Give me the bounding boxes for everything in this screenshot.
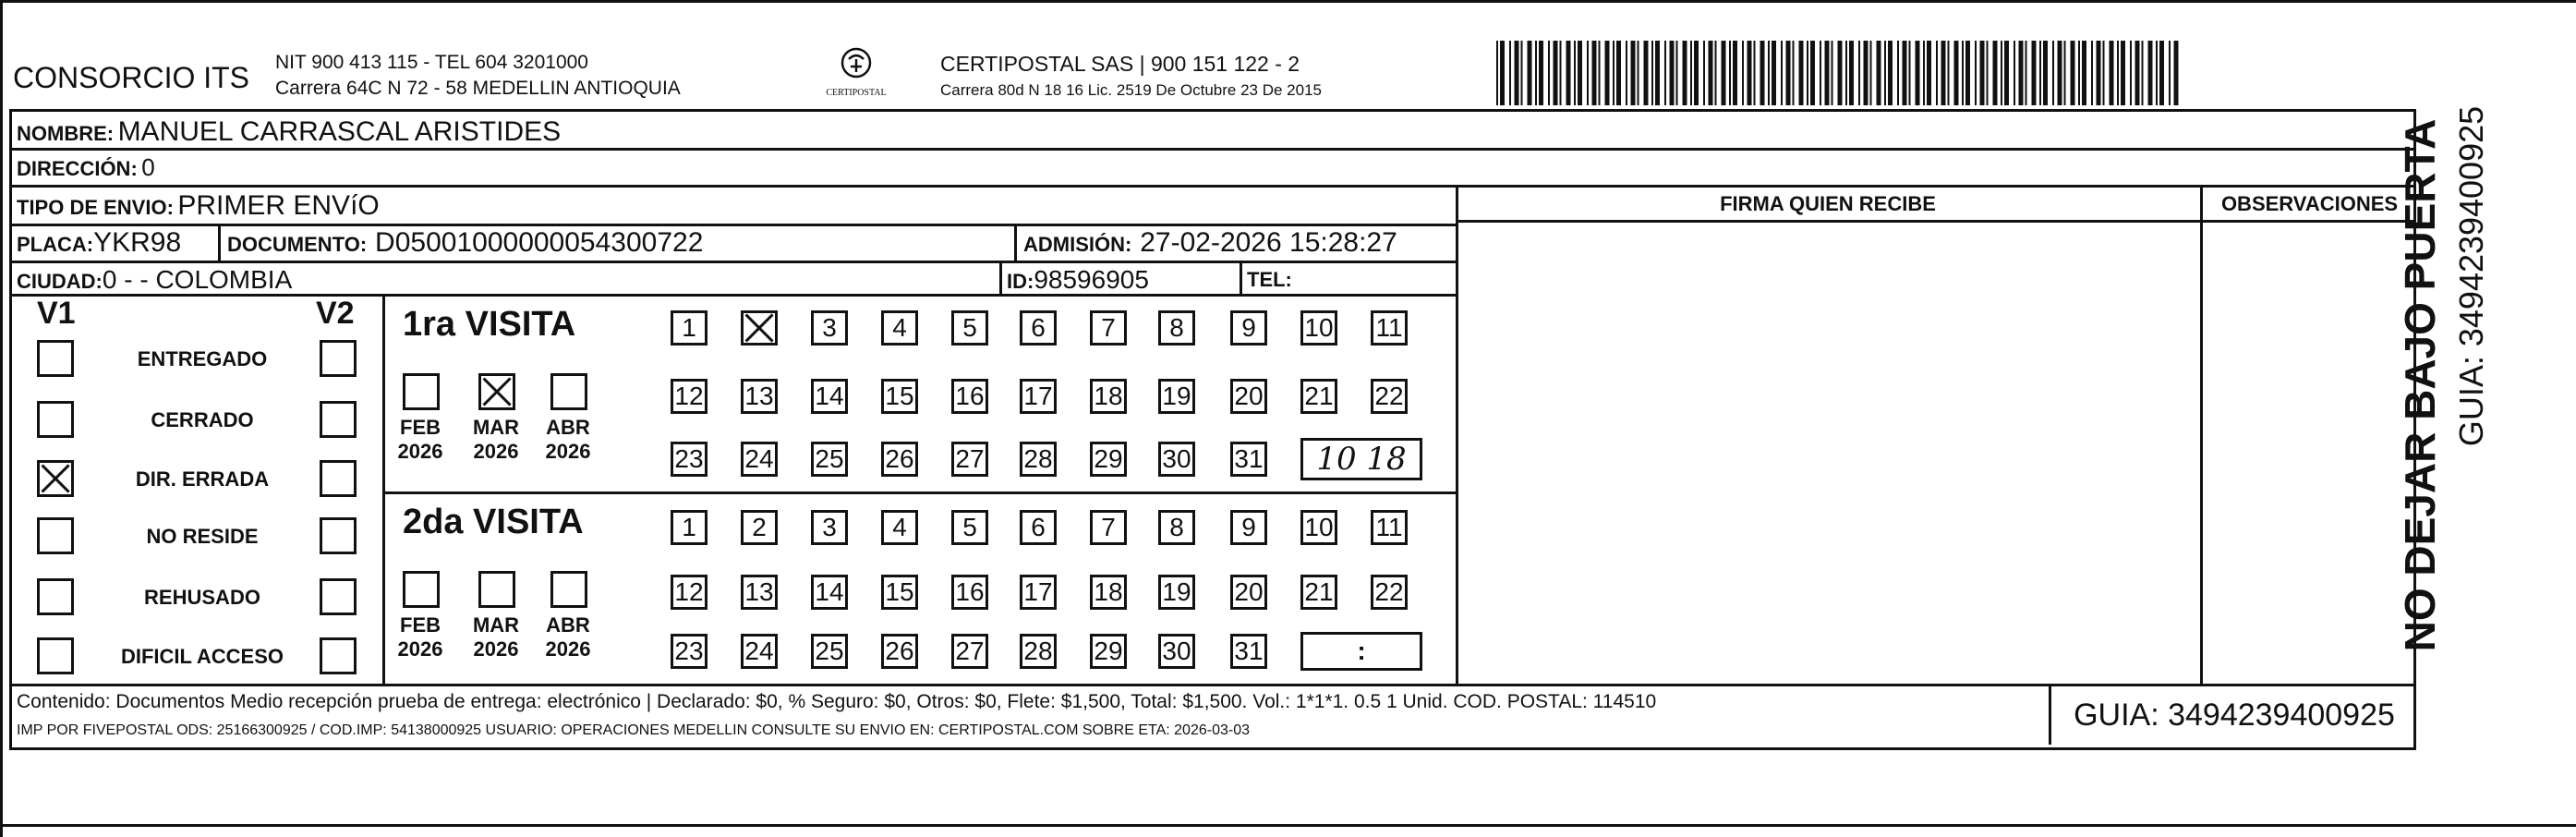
barcode-bar bbox=[1694, 41, 1699, 105]
barcode-bar bbox=[1709, 41, 1713, 105]
barcode-bar bbox=[1592, 41, 1597, 105]
barcode-bar bbox=[1754, 41, 1756, 105]
month-label: ABR 2026 bbox=[545, 613, 591, 661]
status-reason-label: CERRADO bbox=[151, 408, 254, 431]
footer-guia: GUIA: 3494239400925 bbox=[2049, 685, 2417, 745]
barcode-bar bbox=[1962, 41, 1964, 105]
second-visit-day-box[interactable]: 2 bbox=[741, 510, 778, 545]
barcode-bar bbox=[2135, 41, 2140, 105]
month-checkbox[interactable] bbox=[403, 373, 440, 410]
barcode-bar bbox=[2169, 41, 2171, 105]
barcode-bar bbox=[1888, 41, 1893, 105]
barcode-bar bbox=[2110, 41, 2114, 105]
barcode-bar bbox=[2121, 41, 2125, 105]
first-visit-day-box[interactable]: 10 bbox=[1300, 310, 1337, 346]
barcode-bar bbox=[1858, 41, 1860, 105]
v2-checkbox[interactable] bbox=[320, 578, 357, 615]
barcode-bar bbox=[1605, 41, 1610, 105]
barcode-bar bbox=[1786, 41, 1791, 105]
barcode-bar bbox=[1703, 41, 1705, 105]
barcode-bar bbox=[1936, 41, 1938, 105]
v2-checkbox[interactable] bbox=[320, 340, 357, 377]
nombre-value: MANUEL CARRASCAL ARISTIDES bbox=[117, 116, 562, 147]
v2-checkbox[interactable] bbox=[320, 401, 357, 438]
second-visit-day-box[interactable]: 17 bbox=[1020, 575, 1057, 610]
barcode-bar bbox=[2091, 41, 2093, 105]
barcode-bar bbox=[1941, 41, 1946, 105]
first-visit-day-box[interactable]: 25 bbox=[811, 442, 848, 477]
barcode-bar bbox=[2130, 41, 2132, 105]
second-visit-day-box[interactable]: 11 bbox=[1371, 510, 1408, 545]
second-visit-day-box[interactable]: 3 bbox=[811, 510, 848, 545]
second-visit-day-box[interactable]: 22 bbox=[1371, 575, 1408, 610]
ciudad-label: CIUDAD: bbox=[17, 270, 103, 293]
second-visit-day-box[interactable]: 14 bbox=[811, 575, 848, 610]
barcode-bar bbox=[1864, 41, 1869, 105]
observaciones-header: OBSERVACIONES bbox=[2220, 192, 2399, 215]
barcode-bar bbox=[1638, 41, 1639, 105]
barcode-bar bbox=[1626, 41, 1627, 105]
barcode-bar bbox=[1644, 41, 1649, 105]
barcode-bar bbox=[1742, 41, 1744, 105]
v2-checkbox[interactable] bbox=[320, 517, 357, 554]
second-visit-day-box[interactable]: 29 bbox=[1090, 634, 1127, 669]
barcode-bar bbox=[1845, 41, 1847, 105]
first-visit-day-box[interactable]: 26 bbox=[881, 442, 918, 477]
v1-checkbox[interactable] bbox=[37, 460, 74, 497]
tipo-label: TIPO DE ENVIO: bbox=[17, 196, 174, 219]
first-visit-day-box[interactable]: 3 bbox=[811, 310, 848, 346]
barcode-bar bbox=[2159, 41, 2164, 105]
v1-label: V1 bbox=[37, 296, 76, 331]
barcode-bar bbox=[2052, 41, 2054, 105]
no-dejar-warning: NO DEJAR BAJO PUERTA bbox=[2396, 118, 2444, 652]
barcode-bar bbox=[1849, 41, 1854, 105]
second-visit-day-box[interactable]: 25 bbox=[811, 634, 848, 669]
first-visit-day-box[interactable]: 28 bbox=[1020, 442, 1057, 477]
status-reason-label: NO RESIDE bbox=[146, 525, 259, 548]
v1-checkbox[interactable] bbox=[37, 578, 74, 615]
second-visit-day-box[interactable]: 19 bbox=[1158, 575, 1195, 610]
barcode-bar bbox=[2071, 41, 2075, 105]
barcode-bar bbox=[1877, 41, 1881, 105]
barcode-bar bbox=[1655, 41, 1660, 105]
barcode-bar bbox=[2026, 41, 2027, 105]
second-visit-day-box[interactable]: 1 bbox=[671, 510, 707, 545]
first-visit-day-box[interactable]: 13 bbox=[741, 379, 778, 414]
documento-value: D05001000000054300722 bbox=[375, 227, 704, 258]
v2-checkbox[interactable] bbox=[320, 637, 357, 674]
barcode-bar bbox=[1916, 41, 1920, 105]
admision-label: ADMISIÓN: bbox=[1023, 233, 1132, 256]
second-visit-day-box[interactable]: 10 bbox=[1300, 510, 1337, 545]
barcode-bar bbox=[1987, 41, 1989, 105]
status-reason-label: ENTREGADO bbox=[137, 347, 268, 370]
first-visit-day-box[interactable]: 9 bbox=[1230, 310, 1267, 346]
barcode-bar bbox=[2103, 41, 2105, 105]
month-label: MAR 2026 bbox=[472, 613, 520, 661]
second-visit-day-box[interactable]: 18 bbox=[1090, 575, 1127, 610]
logo-icon bbox=[836, 46, 877, 83]
barcode-bar bbox=[1528, 41, 1532, 105]
barcode-bar bbox=[2004, 41, 2009, 105]
month-label: MAR 2026 bbox=[472, 416, 520, 463]
barcode-bar bbox=[1599, 41, 1601, 105]
barcode-bar bbox=[1965, 41, 1970, 105]
ciudad-value: 0 - - COLOMBIA bbox=[102, 265, 293, 294]
first-visit-day-box[interactable]: 1 bbox=[671, 310, 707, 346]
barcode-bar bbox=[1884, 41, 1886, 105]
second-visit-time-box[interactable]: : bbox=[1300, 632, 1422, 671]
first-visit-day-box[interactable]: 24 bbox=[741, 442, 778, 477]
barcode-bar bbox=[1683, 41, 1687, 105]
month-checkbox[interactable] bbox=[550, 373, 587, 410]
second-visit-day-box[interactable]: 12 bbox=[671, 575, 707, 610]
first-visit-day-box[interactable]: 21 bbox=[1300, 379, 1337, 414]
contenido-text: Contenido: Documentos Medio recepción prueba de entrega: electrónico | Declarado: $0, % Seguro: $0, Otros: $0, Flete: $1,500, Total: $1,500. Vol.: 1*1*1. 0.5 1 Unid. COD. POSTAL: 114510 bbox=[17, 691, 1657, 712]
first-visit-day-box[interactable]: 8 bbox=[1158, 310, 1195, 346]
barcode-bar bbox=[2039, 41, 2041, 105]
first-visit-day-box[interactable]: 23 bbox=[671, 442, 707, 477]
v2-label: V2 bbox=[316, 296, 355, 331]
second-visit-day-box[interactable]: 30 bbox=[1158, 634, 1195, 669]
month-checkbox[interactable] bbox=[478, 571, 515, 608]
barcode-bar bbox=[1820, 41, 1821, 105]
barcode-bar bbox=[1760, 41, 1765, 105]
id-value: 98596905 bbox=[1034, 265, 1149, 294]
first-visit-day-box[interactable]: 20 bbox=[1230, 379, 1267, 414]
barcode-bar bbox=[1560, 41, 1562, 105]
barcode-bar bbox=[1897, 41, 1899, 105]
first-visit-day-box[interactable]: 27 bbox=[951, 442, 988, 477]
barcode-bar bbox=[1535, 41, 1537, 105]
barcode-bar bbox=[1500, 41, 1505, 105]
second-visit-day-box[interactable]: 28 bbox=[1020, 634, 1057, 669]
barcode-bar bbox=[1554, 41, 1558, 105]
barcode-bar bbox=[1927, 41, 1931, 105]
first-visit-day-box[interactable]: 6 bbox=[1020, 310, 1057, 346]
barcode-bar bbox=[2142, 41, 2144, 105]
v1-checkbox[interactable] bbox=[37, 637, 74, 674]
month-label: FEB 2026 bbox=[397, 416, 443, 463]
barcode-bar bbox=[1631, 41, 1636, 105]
tipo-value: PRIMER ENVíO bbox=[177, 190, 380, 221]
second-visit-day-box[interactable]: 27 bbox=[951, 634, 988, 669]
barcode-bar bbox=[1676, 41, 1678, 105]
second-visit-day-box[interactable]: 15 bbox=[881, 575, 918, 610]
barcode-bar bbox=[2001, 41, 2002, 105]
company-line1: NIT 900 413 115 - TEL 604 3201000 bbox=[275, 52, 588, 73]
first-visit-day-box[interactable]: 18 bbox=[1090, 379, 1127, 414]
barcode-bar bbox=[1539, 41, 1543, 105]
first-visit-day-box[interactable]: 11 bbox=[1371, 310, 1408, 346]
second-visit-day-box[interactable]: 5 bbox=[951, 510, 988, 545]
barcode-bar bbox=[1566, 41, 1571, 105]
first-visit-day-box[interactable]: 30 bbox=[1158, 442, 1195, 477]
second-visit-title: 2da VISITA bbox=[403, 503, 584, 541]
barcode-bar bbox=[1578, 41, 1582, 105]
barcode bbox=[1496, 41, 2180, 105]
second-visit-day-box[interactable]: 16 bbox=[951, 575, 988, 610]
barcode-bar bbox=[2078, 41, 2080, 105]
barcode-bar bbox=[2148, 41, 2153, 105]
month-label: FEB 2026 bbox=[397, 613, 443, 661]
barcode-bar bbox=[1948, 41, 1950, 105]
second-visit-day-box[interactable]: 20 bbox=[1230, 575, 1267, 610]
first-visit-day-box[interactable]: 19 bbox=[1158, 379, 1195, 414]
barcode-bar bbox=[1923, 41, 1925, 105]
v1-checkbox[interactable] bbox=[37, 340, 74, 377]
admision-value: 27-02-2026 15:28:27 bbox=[1140, 227, 1397, 258]
barcode-bar bbox=[2032, 41, 2037, 105]
first-visit-day-box[interactable]: 15 bbox=[881, 379, 918, 414]
barcode-bar bbox=[1670, 41, 1675, 105]
barcode-bar bbox=[1515, 41, 1519, 105]
second-visit-day-box[interactable]: 31 bbox=[1230, 634, 1267, 669]
barcode-bar bbox=[1664, 41, 1666, 105]
barcode-bar bbox=[1651, 41, 1653, 105]
first-visit-time-box[interactable]: 10 18 bbox=[1300, 438, 1422, 480]
first-visit-day-box[interactable]: 29 bbox=[1090, 442, 1127, 477]
barcode-bar bbox=[1729, 41, 1731, 105]
second-visit-day-box[interactable]: 26 bbox=[881, 634, 918, 669]
second-visit-day-box[interactable]: 7 bbox=[1090, 510, 1127, 545]
first-visit-day-box[interactable]: 5 bbox=[951, 310, 988, 346]
barcode-bar bbox=[1613, 41, 1615, 105]
barcode-bar bbox=[1903, 41, 1907, 105]
carrier-line1: CERTIPOSTAL SAS | 900 151 122 - 2 bbox=[940, 52, 1300, 76]
month-checkbox[interactable] bbox=[403, 571, 440, 608]
first-visit-day-box[interactable]: 4 bbox=[881, 310, 918, 346]
status-reason-label: DIR. ERRADA bbox=[135, 467, 270, 491]
first-visit-day-box[interactable] bbox=[741, 310, 778, 346]
second-visit-day-box[interactable]: 4 bbox=[881, 510, 918, 545]
barcode-bar bbox=[2064, 41, 2066, 105]
direccion-label: DIRECCIÓN: bbox=[17, 157, 138, 180]
bottom-border bbox=[0, 824, 2576, 827]
second-visit-day-box[interactable]: 24 bbox=[741, 634, 778, 669]
first-visit-day-box[interactable]: 7 bbox=[1090, 310, 1127, 346]
barcode-bar bbox=[1975, 41, 1977, 105]
barcode-bar bbox=[1768, 41, 1770, 105]
barcode-bar bbox=[1832, 41, 1833, 105]
barcode-bar bbox=[1587, 41, 1589, 105]
barcode-bar bbox=[1954, 41, 1959, 105]
barcode-bar bbox=[1810, 41, 1815, 105]
first-visit-day-box[interactable]: 31 bbox=[1230, 442, 1267, 477]
barcode-bar bbox=[1574, 41, 1576, 105]
barcode-bar bbox=[1870, 41, 1872, 105]
barcode-bar bbox=[2156, 41, 2158, 105]
barcode-bar bbox=[1909, 41, 1911, 105]
barcode-bar bbox=[1521, 41, 1523, 105]
first-visit-title: 1ra VISITA bbox=[403, 305, 576, 344]
barcode-bar bbox=[2097, 41, 2101, 105]
barcode-bar bbox=[1772, 41, 1776, 105]
certipostal-logo: CERTIPOSTAL bbox=[824, 46, 889, 98]
top-border bbox=[0, 0, 2576, 3]
barcode-bar bbox=[1690, 41, 1692, 105]
side-guia: GUIA: 3494239400925 bbox=[2452, 105, 2490, 447]
barcode-bar bbox=[1993, 41, 1998, 105]
barcode-bar bbox=[1496, 41, 1498, 105]
placa-label: PLACA: bbox=[17, 233, 94, 256]
direccion-value: 0 bbox=[141, 153, 155, 181]
carrier-line2: Carrera 80d N 18 16 Lic. 2519 De Octubre 23 De 2015 bbox=[940, 81, 1322, 99]
barcode-bar bbox=[1838, 41, 1843, 105]
tel-label: TEL: bbox=[1247, 268, 1292, 291]
barcode-bar bbox=[2174, 41, 2179, 105]
first-visit-day-box[interactable]: 12 bbox=[671, 379, 707, 414]
id-label: ID: bbox=[1007, 270, 1034, 293]
second-visit-day-box[interactable]: 21 bbox=[1300, 575, 1337, 610]
month-checkbox[interactable] bbox=[550, 571, 587, 608]
v1-checkbox[interactable] bbox=[37, 401, 74, 438]
imp-text: IMP POR FIVEPOSTAL ODS: 25166300925 / COD.IMP: 54138000925 USUARIO: OPERACIONES MEDELLIN CONSULTE SU ENVIO EN: CERTIPOSTAL.COM SOBRE ETA: 2026-03-03 bbox=[17, 722, 1250, 738]
first-visit-day-box[interactable]: 14 bbox=[811, 379, 848, 414]
placa-value: YKR98 bbox=[93, 227, 182, 258]
barcode-bar bbox=[2019, 41, 2024, 105]
barcode-bar bbox=[1825, 41, 1830, 105]
barcode-bar bbox=[2058, 41, 2062, 105]
barcode-bar bbox=[1733, 41, 1737, 105]
barcode-bar bbox=[1980, 41, 1985, 105]
second-visit-day-box[interactable]: 6 bbox=[1020, 510, 1057, 545]
documento-label: DOCUMENTO: bbox=[227, 233, 368, 256]
barcode-bar bbox=[2014, 41, 2015, 105]
first-visit-day-box[interactable]: 22 bbox=[1371, 379, 1408, 414]
first-visit-day-box[interactable]: 17 bbox=[1020, 379, 1057, 414]
second-visit-day-box[interactable]: 13 bbox=[741, 575, 778, 610]
barcode-bar bbox=[1548, 41, 1550, 105]
barcode-bar bbox=[1509, 41, 1511, 105]
status-reason-label: DIFICIL ACCESO bbox=[120, 645, 284, 668]
firma-header: FIRMA QUIEN RECIBE bbox=[1720, 192, 1936, 215]
barcode-bar bbox=[1715, 41, 1717, 105]
barcode-bar bbox=[1722, 41, 1726, 105]
status-reason-label: REHUSADO bbox=[144, 586, 260, 609]
second-visit-day-box[interactable]: 9 bbox=[1230, 510, 1267, 545]
barcode-bar bbox=[2043, 41, 2048, 105]
barcode-bar bbox=[2082, 41, 2086, 105]
barcode-bar bbox=[1793, 41, 1795, 105]
first-visit-day-box[interactable]: 16 bbox=[951, 379, 988, 414]
v1-checkbox[interactable] bbox=[37, 517, 74, 554]
second-visit-day-box[interactable]: 8 bbox=[1158, 510, 1195, 545]
barcode-bar bbox=[1616, 41, 1621, 105]
month-label: ABR 2026 bbox=[545, 416, 591, 463]
month-checkbox[interactable] bbox=[478, 373, 515, 410]
v2-checkbox[interactable] bbox=[320, 460, 357, 497]
second-visit-day-box[interactable]: 23 bbox=[671, 634, 707, 669]
company-line2: Carrera 64C N 72 - 58 MEDELLIN ANTIOQUIA bbox=[275, 78, 681, 99]
barcode-bar bbox=[1781, 41, 1783, 105]
nombre-label: NOMBRE: bbox=[17, 122, 115, 145]
barcode-bar bbox=[1799, 41, 1804, 105]
company-name: CONSORCIO ITS bbox=[13, 61, 250, 94]
left-border bbox=[0, 0, 3, 837]
barcode-bar bbox=[2117, 41, 2119, 105]
barcode-bar bbox=[1807, 41, 1808, 105]
barcode-bar bbox=[1748, 41, 1752, 105]
